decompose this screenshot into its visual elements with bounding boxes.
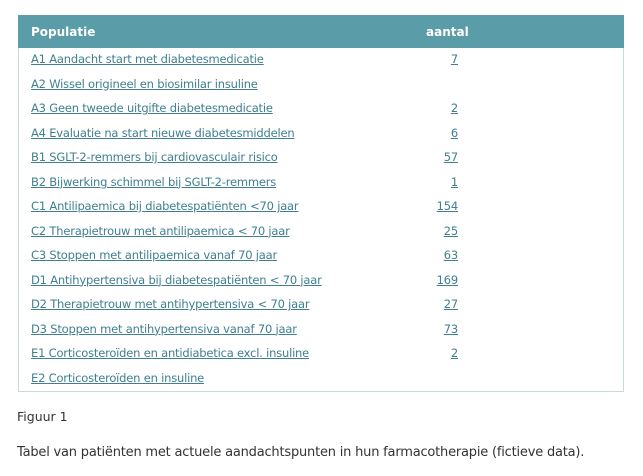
table-row [18,171,624,195]
table-row [18,342,624,366]
table-row [18,293,624,317]
row-link-name[interactable]: E1 Corticosteroïden en antidiabetica excl. insuline [31,346,310,360]
table-row [18,220,624,244]
table-row [18,146,624,170]
row-link-name[interactable]: A4 Evaluatie na start nieuwe diabetesmiddelen [31,125,295,140]
figure-caption: Tabel van patiënten met actuele aandachtspunten in hun farmacotherapie (fictieve data). [17,445,585,460]
table-row [18,367,624,391]
table-row [18,73,624,97]
table-row [18,269,624,293]
row-link-name[interactable]: D1 Antihypertensiva bij diabetespatiënten < 70 jaar [31,272,322,287]
row-link-name[interactable]: E2 Corticosteroïden en insuline [31,370,205,385]
row-link-count[interactable]: 154 [436,199,458,213]
row-link-count[interactable]: 25 [443,223,458,238]
row-link-name[interactable]: D2 Therapietrouw met antihypertensiva < 70 jaar [31,297,310,311]
column-header-count: aantal [426,25,469,39]
row-link-name[interactable]: A3 Geen tweede uitgifte diabetesmedicatie [31,101,273,115]
column-header-population: Populatie [31,25,96,39]
row-link-name[interactable]: C2 Therapietrouw met antilipaemica < 70 jaar [31,223,290,238]
row-link-name[interactable]: A1 Aandacht start met diabetesmedicatie [31,52,264,66]
row-link-count[interactable]: 27 [443,297,458,311]
row-link-count[interactable]: 63 [443,248,458,262]
table-row [18,122,624,146]
row-link-count[interactable]: 2 [450,346,458,360]
table-row [18,195,624,219]
table-row [18,97,624,121]
row-link-count[interactable]: 6 [450,125,458,140]
table-row [18,244,624,268]
row-link-name[interactable]: B2 Bijwerking schimmel bij SGLT-2-remmers [31,174,277,189]
row-link-count[interactable]: 7 [450,52,458,66]
row-link-count[interactable]: 2 [450,101,458,115]
row-link-name[interactable]: B1 SGLT-2-remmers bij cardiovasculair risico [31,150,278,164]
table-header [18,15,624,48]
row-link-name[interactable]: A2 Wissel origineel en biosimilar insuline [31,76,258,91]
row-link-name[interactable]: C3 Stoppen met antilipaemica vanaf 70 jaar [31,248,277,262]
row-link-count[interactable]: 73 [443,321,458,336]
row-link-name[interactable]: C1 Antilipaemica bij diabetespatiënten <70 jaar [31,199,299,213]
row-link-name[interactable]: D3 Stoppen met antihypertensiva vanaf 70 jaar [31,321,297,336]
row-link-count[interactable]: 169 [436,272,458,287]
table-row [18,318,624,342]
row-link-count[interactable]: 57 [443,150,458,164]
figure-label: Figuur 1 [17,409,68,424]
row-link-count[interactable]: 1 [450,174,458,189]
table-row [18,48,624,72]
